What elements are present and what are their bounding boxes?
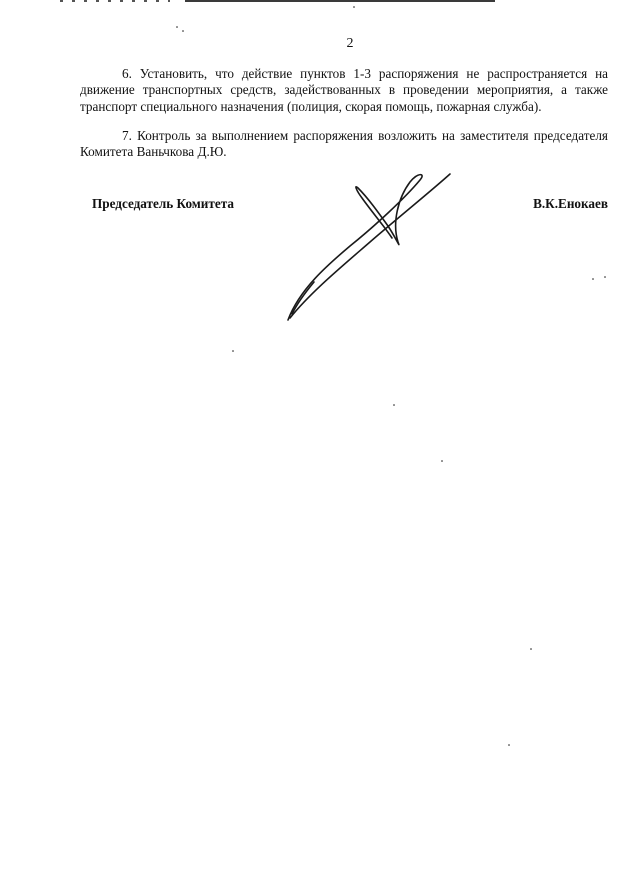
scan-speck (176, 26, 178, 28)
scan-speck (232, 350, 234, 352)
paragraph-item-6-text: 6. Установить, что действие пунктов 1-3 распоряжения не распространяется на движение транспортных средств, задействованных в проведении мероприятия, а также транспорт специального назначения (полиция, скорая помощь, пожарная служба). (80, 66, 608, 114)
top-rule (185, 0, 495, 2)
top-scan-artifact (60, 0, 170, 2)
scan-speck (441, 460, 443, 462)
paragraph-item-6 (80, 66, 608, 115)
scan-speck (182, 30, 184, 32)
page-number: 2 (346, 36, 354, 51)
scan-speck (530, 648, 532, 650)
signatory-name: В.К.Енокаев (533, 196, 608, 211)
scan-speck (604, 276, 606, 278)
scan-speck (592, 278, 594, 280)
scan-speck (353, 6, 355, 8)
signature-stroke-loop (292, 282, 314, 314)
scan-speck (508, 744, 510, 746)
handwritten-signature (280, 168, 460, 328)
signatory-title: Председатель Комитета (92, 196, 234, 211)
paragraph-item-7-text: 7. Контроль за выполнением распоряжения возложить на заместителя председателя Комитета Ваньчкова Д.Ю. (80, 128, 608, 160)
paragraph-item-7 (80, 128, 608, 161)
scan-speck (393, 404, 395, 406)
signature-stroke-tail (290, 174, 450, 318)
